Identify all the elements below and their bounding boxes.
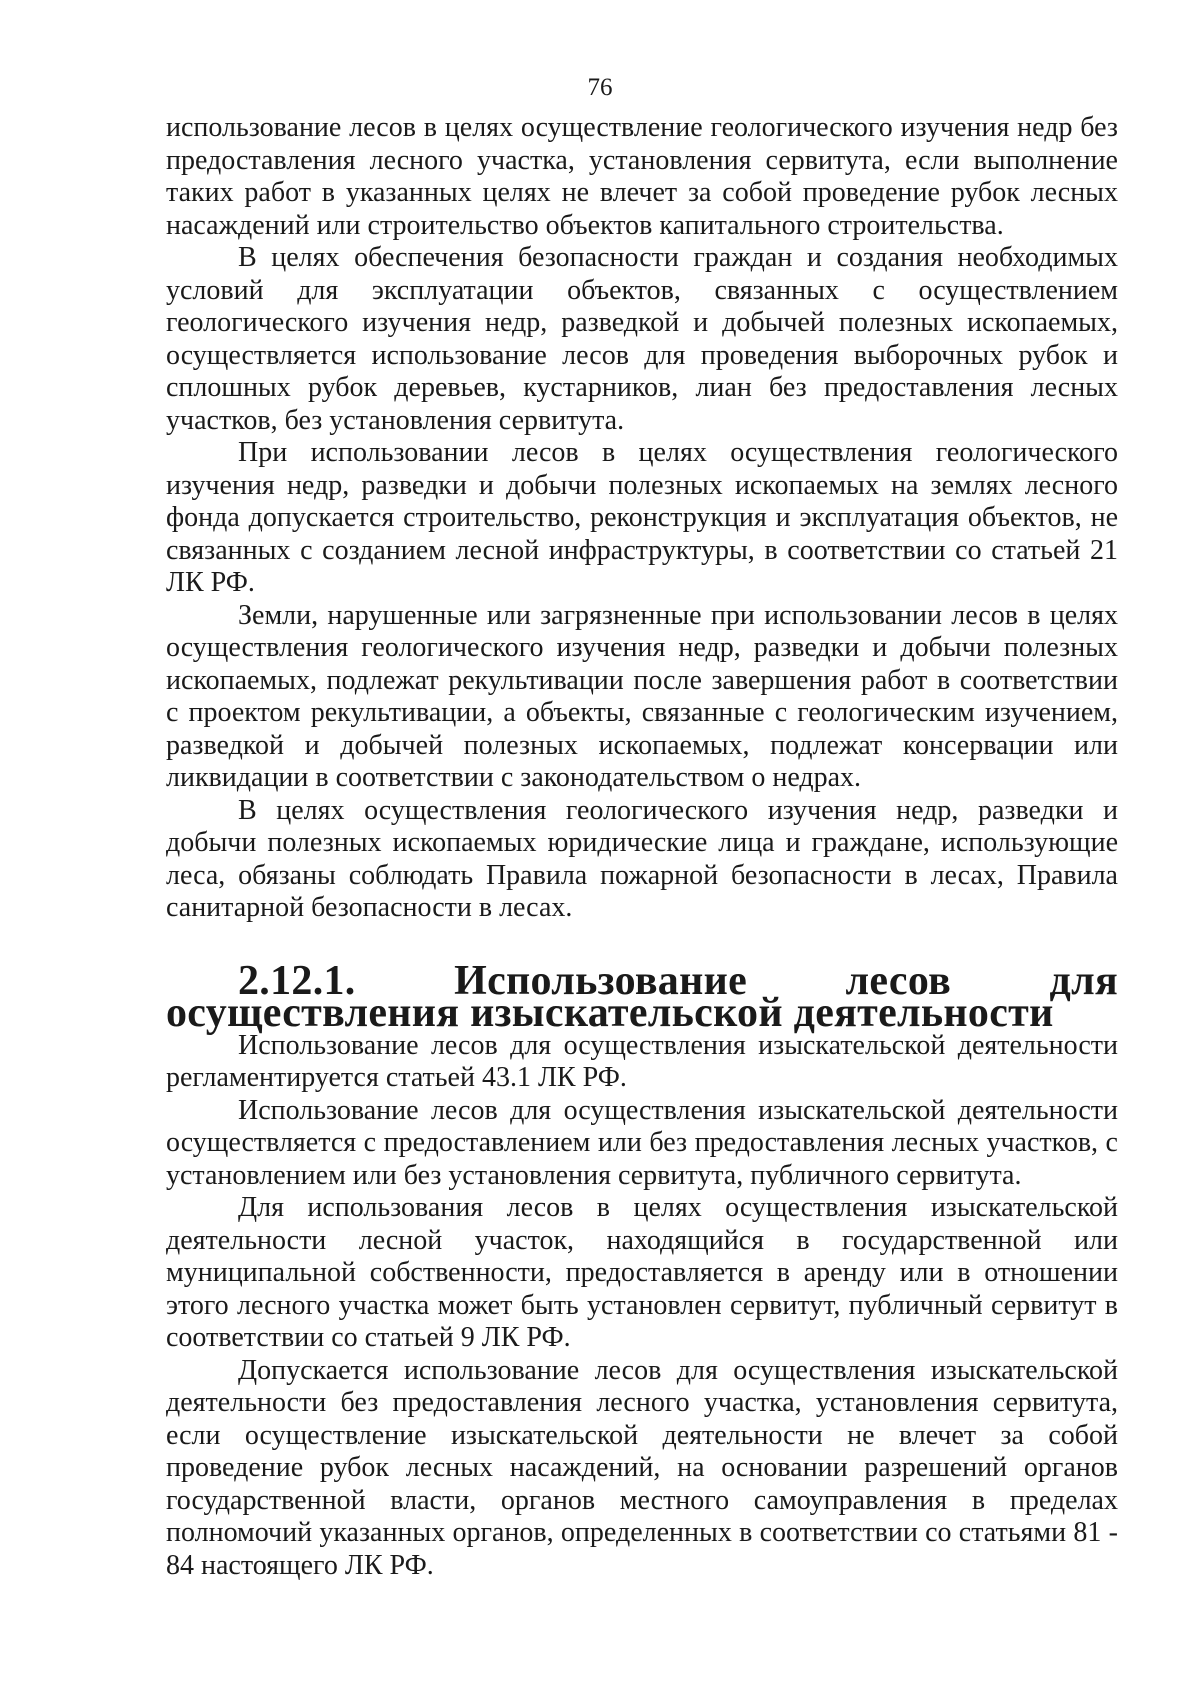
- paragraph: В целях осуществления геологического изучения недр, разведки и добычи полезных ископаемых юридические лица и граждане, использующие леса, обязаны соблюдать Правила пожарной безопасности в лесах, Правила санитарной безопасности в лесах.: [166, 794, 1118, 923]
- paragraph: В целях обеспечения безопасности граждан и создания необходимых условий для эксплуатации объектов, связанных с осуществлением геологического изучения недр, разведкой и добычей полезных ископаемых, осуществляется использование лесов для проведения выборочных рубок и сплошных рубок деревьев, кустарников, лиан без предоставления лесных участков, без установления сервитута.: [166, 242, 1118, 436]
- paragraph: Земли, нарушенные или загрязненные при использовании лесов в целях осуществления геологического изучения недр, разведки и добычи полезных ископаемых, подлежат рекультивации после завершения работ в соответствии с проектом рекультивации, а объекты, связанные с геологическим изучением, разведкой и добычей полезных ископаемых, подлежат консервации или ликвидации в соответствии с законодательством о недрах.: [166, 599, 1118, 793]
- paragraph: Использование лесов для осуществления изыскательской деятельности регламентируется статьей 43.1 ЛК РФ.: [166, 1029, 1118, 1093]
- paragraph: При использовании лесов в целях осуществления геологического изучения недр, разведки и добычи полезных ископаемых на землях лесного фонда допускается строительство, реконструкция и эксплуатация объектов, не связанных с созданием лесной инфраструктуры, в соответствии со статьей 21 ЛК РФ.: [166, 437, 1118, 598]
- document-body: [166, 112, 1118, 1582]
- section-heading: 2.12.1. Использование лесов для осуществления изыскательской деятельности: [166, 957, 1118, 1036]
- paragraph: Для использования лесов в целях осуществления изыскательской деятельности лесной участок, находящийся в государственной или муниципальной собственности, предоставляется в аренду или в отношении этого лесного участка может быть установлен сервитут, публичный сервитут в соответствии со статьей 9 ЛК РФ.: [166, 1192, 1118, 1353]
- paragraph: Использование лесов для осуществления изыскательской деятельности осуществляется с предоставлением или без предоставления лесных участков, с установлением или без установления сервитута, публичного сервитута.: [166, 1094, 1118, 1191]
- paragraph: Допускается использование лесов для осуществления изыскательской деятельности без предоставления лесного участка, установления сервитута, если осуществление изыскательской деятельности не влечет за собой проведение рубок лесных насаждений, на основании разрешений органов государственной власти, органов местного самоуправления в пределах полномочий указанных органов, определенных в соответствии со статьями 81 - 84 настоящего ЛК РФ.: [166, 1354, 1118, 1581]
- paragraph-continuation: использование лесов в целях осуществление геологического изучения недр без предоставления лесного участка, установления сервитута, если выполнение таких работ в указанных целях не влечет за собой проведение рубок лесных насаждений или строительство объектов капитального строительства.: [166, 112, 1118, 241]
- page-number: 76: [587, 74, 613, 101]
